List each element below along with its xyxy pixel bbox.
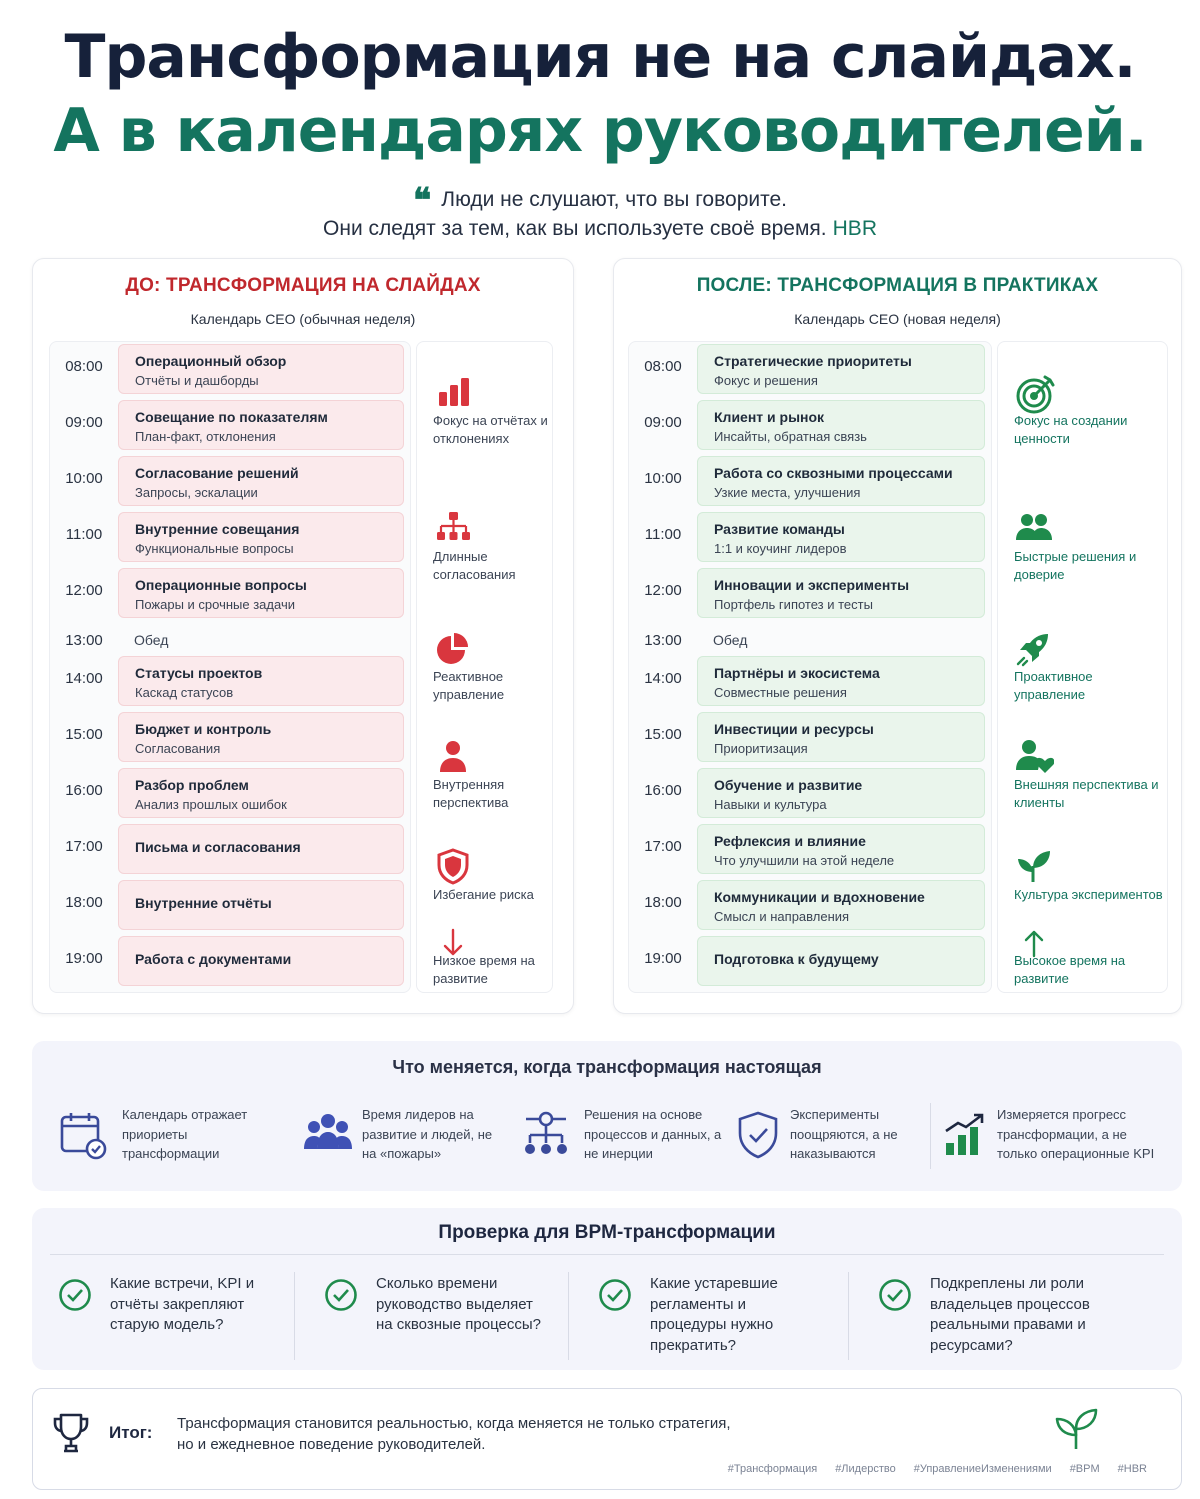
arrow-down-icon xyxy=(433,924,548,952)
changes-title: Что меняется, когда трансформация настоящая xyxy=(392,1057,822,1077)
quote xyxy=(0,181,1200,243)
hashtags xyxy=(710,1463,1147,1475)
schedule-row xyxy=(629,344,991,396)
slot-title: Клиент и рынок xyxy=(714,409,825,425)
pie-chart-icon xyxy=(433,628,548,668)
schedule-row xyxy=(50,344,410,396)
checklist-text: Подкреплены ли роли владельцев процессов реальными правами и ресурсами? xyxy=(930,1275,1090,1354)
schedule-row xyxy=(50,824,410,876)
slot-card xyxy=(118,568,404,618)
after-panel xyxy=(613,258,1182,1014)
slot-card xyxy=(697,400,985,450)
side-item xyxy=(1014,924,1163,988)
slot-title: Развитие команды xyxy=(714,521,845,537)
slot-card xyxy=(697,880,985,930)
schedule-row xyxy=(50,456,410,508)
hashtag: #Лидерство xyxy=(835,1463,896,1475)
slot-card xyxy=(118,456,404,506)
slot-time: 11:00 xyxy=(644,526,682,543)
after-side-list xyxy=(997,341,1168,993)
slot-card xyxy=(118,656,404,706)
quote-source: HBR xyxy=(832,217,877,240)
side-item xyxy=(1014,628,1163,704)
slot-time: 13:00 xyxy=(644,632,682,649)
side-item xyxy=(433,924,548,988)
schedule-row xyxy=(50,936,410,988)
side-label: Культура экспериментов xyxy=(1014,887,1163,902)
slot-card xyxy=(118,344,404,394)
side-label: Реактивное управление xyxy=(433,669,505,702)
change-item xyxy=(732,1105,952,1165)
summary-label: Итог: xyxy=(109,1423,153,1442)
quote-line2: Они следят за тем, как вы используете своё время. xyxy=(323,217,827,240)
slot-card xyxy=(118,400,404,450)
slot-time: 12:00 xyxy=(65,582,103,599)
schedule-row xyxy=(629,400,991,452)
change-text: Измеряется прогресс трансформации, а не только операционные KPI xyxy=(997,1107,1155,1161)
slot-desc: Функциональные вопросы xyxy=(135,541,294,556)
slot-card xyxy=(697,568,985,618)
quote-mark-icon: ❝ xyxy=(412,181,432,221)
slot-title: Обед xyxy=(134,632,169,648)
divider xyxy=(50,1254,1164,1255)
shield-icon xyxy=(433,846,548,886)
summary-line1: Трансформация становится реальностью, когда меняется не только стратегия, xyxy=(177,1415,731,1432)
schedule-row xyxy=(629,936,991,988)
slot-time: 13:00 xyxy=(65,632,103,649)
slot-time: 19:00 xyxy=(644,950,682,967)
change-item xyxy=(302,1105,522,1165)
slot-time: 09:00 xyxy=(65,414,103,431)
schedule-row xyxy=(50,712,410,764)
slot-card xyxy=(118,936,404,986)
divider xyxy=(930,1103,931,1169)
check-circle-icon xyxy=(598,1278,632,1312)
page-title-line2: А в календарях руководителей. xyxy=(53,96,1147,166)
slot-card xyxy=(697,456,985,506)
slot-title: Статусы проектов xyxy=(135,665,263,681)
slot-title: Совещание по показателям xyxy=(135,409,328,425)
side-label: Быстрые решения и доверие xyxy=(1014,549,1137,582)
slot-time: 19:00 xyxy=(65,950,103,967)
trophy-icon xyxy=(51,1411,91,1455)
slot-card xyxy=(697,344,985,394)
slot-title: Инновации и эксперименты xyxy=(714,577,910,593)
schedule-row xyxy=(629,880,991,932)
slot-title: Внутренние отчёты xyxy=(135,895,272,911)
slot-card xyxy=(118,712,404,762)
side-label: Избегание риска xyxy=(433,887,534,902)
side-label: Фокус на создании ценности xyxy=(1014,413,1128,446)
slot-time: 16:00 xyxy=(644,782,682,799)
checklist-item xyxy=(878,1274,1128,1364)
divider xyxy=(294,1272,295,1360)
slot-desc: 1:1 и коучинг лидеров xyxy=(714,541,847,556)
before-title: ДО: ТРАНСФОРМАЦИЯ НА СЛАЙДАХ xyxy=(125,275,481,296)
changes-section xyxy=(32,1041,1182,1191)
schedule-row xyxy=(629,824,991,876)
side-label: Длинные согласования xyxy=(433,549,516,582)
org-chart-icon xyxy=(433,508,548,548)
side-label: Низкое время на развитие xyxy=(433,953,535,986)
slot-time: 08:00 xyxy=(65,358,103,375)
slot-card xyxy=(697,936,985,986)
slot-desc: План-факт, отклонения xyxy=(135,429,276,444)
sprout-icon xyxy=(1053,1405,1099,1451)
slot-time: 08:00 xyxy=(644,358,682,375)
slot-title: Работа со сквозными процессами xyxy=(714,465,953,481)
hashtag: #Трансформация xyxy=(727,1463,818,1475)
slot-time: 17:00 xyxy=(65,838,103,855)
slot-time: 12:00 xyxy=(644,582,682,599)
slot-card xyxy=(697,512,985,562)
schedule-row xyxy=(50,568,410,620)
check-circle-icon xyxy=(58,1278,92,1312)
slot-time: 17:00 xyxy=(644,838,682,855)
slot-title: Письма и согласования xyxy=(135,839,301,855)
calendar-check-icon xyxy=(58,1109,110,1161)
slot-time: 14:00 xyxy=(644,670,682,687)
summary-text xyxy=(177,1413,730,1455)
slot-desc: Инсайты, обратная связь xyxy=(714,429,867,444)
slot-title: Работа с документами xyxy=(135,951,292,967)
slot-title: Рефлексия и влияние xyxy=(714,833,866,849)
checklist-text: Сколько времени руководство выделяет на сквозные процессы? xyxy=(376,1275,541,1333)
slot-desc: Приоритизация xyxy=(714,741,808,756)
slot-title: Операционные вопросы xyxy=(135,577,307,593)
slot-card xyxy=(697,656,985,706)
slot-desc: Анализ прошлых ошибок xyxy=(135,797,287,812)
slot-title: Внутренние совещания xyxy=(135,521,300,537)
side-item xyxy=(433,846,548,904)
slot-title: Операционный обзор xyxy=(135,353,287,369)
hashtag: #BPM xyxy=(1069,1463,1100,1475)
slot-card xyxy=(118,512,404,562)
side-item xyxy=(433,508,548,584)
change-text: Календарь отражает приориеты трансформации xyxy=(122,1107,248,1161)
slot-desc: Узкие места, улучшения xyxy=(714,485,861,500)
schedule-row xyxy=(629,768,991,820)
slot-desc: Пожары и срочные задачи xyxy=(135,597,295,612)
check-circle-icon xyxy=(324,1278,358,1312)
schedule-row xyxy=(50,400,410,452)
slot-time: 15:00 xyxy=(644,726,682,743)
before-side-list xyxy=(416,341,553,993)
checklist-item xyxy=(58,1274,308,1364)
schedule-row xyxy=(629,568,991,620)
team-icon xyxy=(1014,508,1163,548)
checklist-title: Проверка для BPM-трансформации xyxy=(438,1222,776,1243)
side-label: Высокое время на развитие xyxy=(1014,953,1126,986)
slot-card xyxy=(118,880,404,930)
slot-card xyxy=(118,768,404,818)
slot-time: 11:00 xyxy=(65,526,103,543)
person-heart-icon xyxy=(1014,736,1163,776)
hashtag: #HBR xyxy=(1117,1463,1147,1475)
schedule-row xyxy=(50,880,410,932)
checklist-text: Какие встречи, KPI и отчёты закрепляют старую модель? xyxy=(110,1275,255,1333)
slot-title: Стратегические приоритеты xyxy=(714,353,912,369)
rocket-icon xyxy=(1014,628,1163,668)
slot-time: 14:00 xyxy=(65,670,103,687)
slot-card xyxy=(697,824,985,874)
before-panel xyxy=(32,258,574,1014)
schedule-row xyxy=(629,712,991,764)
slot-desc: Совместные решения xyxy=(714,685,847,700)
change-item xyxy=(940,1105,1160,1165)
side-label: Проактивное управление xyxy=(1014,669,1093,702)
checklist-item xyxy=(598,1274,848,1364)
checklist-section xyxy=(32,1208,1182,1370)
person-icon xyxy=(433,736,548,776)
after-title: ПОСЛЕ: ТРАНСФОРМАЦИЯ В ПРАКТИКАХ xyxy=(696,275,1099,296)
checklist-text: Какие устаревшие регламенты и процедуры нужно прекратить? xyxy=(650,1275,778,1354)
summary-line2: но и ежедневное поведение руководителей. xyxy=(177,1436,486,1453)
schedule-row xyxy=(629,624,991,658)
summary-box xyxy=(32,1388,1182,1490)
check-circle-icon xyxy=(878,1278,912,1312)
change-item xyxy=(520,1105,740,1165)
slot-card xyxy=(697,624,985,656)
arrow-up-icon xyxy=(1014,924,1163,952)
slot-title: Партнёры и экосистема xyxy=(714,665,880,681)
slot-time: 15:00 xyxy=(65,726,103,743)
hashtag: #УправлениеИзменениями xyxy=(913,1463,1052,1475)
slot-title: Согласование решений xyxy=(135,465,299,481)
schedule-row xyxy=(50,512,410,564)
before-subtitle: Календарь CEO (обычная неделя) xyxy=(190,311,416,327)
schedule-row xyxy=(629,656,991,708)
slot-card xyxy=(697,768,985,818)
slot-desc: Согласования xyxy=(135,741,221,756)
slot-title: Обучение и развитие xyxy=(714,777,863,793)
slot-time: 18:00 xyxy=(65,894,103,911)
side-label: Фокус на отчётах и отклонениях xyxy=(433,413,548,446)
schedule-row xyxy=(50,656,410,708)
process-icon xyxy=(520,1109,572,1161)
divider xyxy=(848,1272,849,1360)
side-item xyxy=(1014,508,1163,584)
divider xyxy=(568,1272,569,1360)
slot-desc: Запросы, эскалации xyxy=(135,485,258,500)
slot-time: 10:00 xyxy=(65,470,103,487)
side-item xyxy=(1014,846,1163,904)
side-item xyxy=(1014,736,1163,812)
change-text: Эксперименты поощряются, а не наказываются xyxy=(790,1107,898,1161)
slot-card xyxy=(118,824,404,874)
slot-title: Подготовка к будущему xyxy=(714,951,879,967)
side-item xyxy=(433,372,548,448)
slot-time: 10:00 xyxy=(644,470,682,487)
slot-desc: Навыки и культура xyxy=(714,797,827,812)
slot-desc: Портфель гипотез и тесты xyxy=(714,597,873,612)
checklist-item xyxy=(324,1274,574,1364)
people-icon xyxy=(302,1109,354,1161)
slot-desc: Смысл и направления xyxy=(714,909,850,924)
slot-time: 09:00 xyxy=(644,414,682,431)
change-item xyxy=(58,1105,278,1165)
slot-title: Обед xyxy=(713,632,748,648)
slot-time: 16:00 xyxy=(65,782,103,799)
before-schedule xyxy=(49,341,411,993)
side-label: Внешняя перспектива и клиенты xyxy=(1014,777,1159,810)
change-text: Решения на основе процессов и данных, а не инерции xyxy=(584,1107,722,1161)
schedule-row xyxy=(50,624,410,658)
page-title-line1: Трансформация не на слайдах. xyxy=(64,22,1136,92)
growth-chart-icon xyxy=(940,1109,992,1161)
side-item xyxy=(433,736,548,812)
slot-time: 18:00 xyxy=(644,894,682,911)
slot-desc: Каскад статусов xyxy=(135,685,234,700)
after-schedule xyxy=(628,341,992,993)
side-item xyxy=(1014,372,1163,448)
bar-chart-icon xyxy=(433,372,548,412)
shield-check-icon xyxy=(732,1109,784,1161)
change-text: Время лидеров на развитие и людей, не на «пожары» xyxy=(362,1107,493,1161)
quote-line1: Люди не слушают, что вы говорите. xyxy=(441,188,788,211)
slot-card xyxy=(118,624,404,656)
side-item xyxy=(433,628,548,704)
after-subtitle: Календарь CEO (новая неделя) xyxy=(794,311,1001,327)
sprout-icon xyxy=(1014,846,1163,886)
side-label: Внутренняя перспектива xyxy=(433,777,509,810)
schedule-row xyxy=(629,512,991,564)
slot-desc: Фокус и решения xyxy=(714,373,818,388)
schedule-row xyxy=(629,456,991,508)
target-icon xyxy=(1014,372,1163,412)
slot-desc: Отчёты и дашборды xyxy=(135,373,259,388)
slot-desc: Что улучшили на этой неделе xyxy=(714,853,895,868)
slot-title: Инвестиции и ресурсы xyxy=(714,721,874,737)
schedule-row xyxy=(50,768,410,820)
slot-title: Разбор проблем xyxy=(135,777,249,793)
slot-card xyxy=(697,712,985,762)
slot-title: Коммуникации и вдохновение xyxy=(714,889,925,905)
slot-title: Бюджет и контроль xyxy=(135,721,272,737)
